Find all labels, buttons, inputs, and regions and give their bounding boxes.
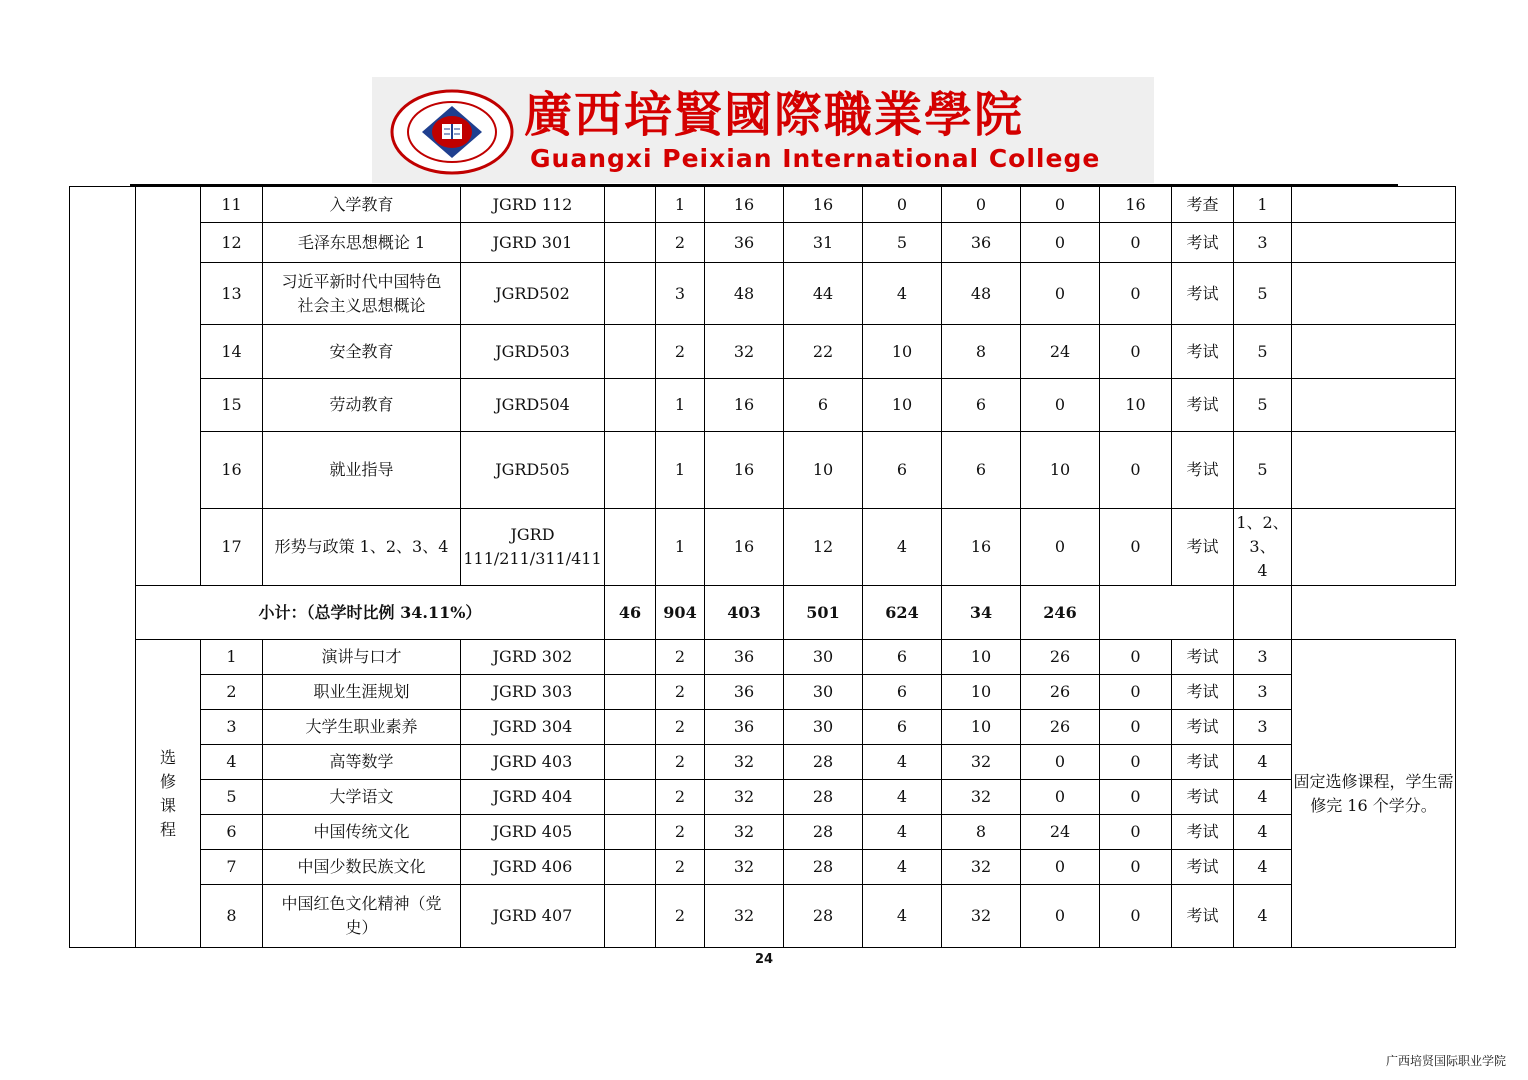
assessment-type: 考试 (1172, 710, 1234, 745)
empty-cell (605, 640, 656, 675)
practice-hours: 6 (863, 640, 942, 675)
course-name-line: 史） (345, 918, 378, 937)
course-number: 7 (201, 850, 263, 885)
practice-hours: 4 (863, 850, 942, 885)
credit-value: 2 (656, 325, 705, 379)
theory-hours: 6 (784, 379, 863, 432)
semester-line: 5 (1257, 460, 1268, 479)
assessment-type: 考试 (1172, 325, 1234, 379)
total-hours: 36 (705, 223, 784, 263)
elective-category-line: 选 (159, 747, 176, 767)
subtotal-hours-col-c: 246 (1021, 586, 1100, 640)
credit-value: 1 (656, 509, 705, 586)
total-hours: 32 (705, 745, 784, 780)
course-code (461, 850, 605, 885)
total-hours: 36 (705, 640, 784, 675)
table-row (70, 850, 1456, 885)
course-name-line: 安全教育 (329, 341, 394, 361)
subtotal-practice-hours: 501 (784, 586, 863, 640)
course-code (461, 263, 605, 325)
credit-value: 1 (656, 379, 705, 432)
empty-cell (605, 263, 656, 325)
elective-category-line: 修 (159, 771, 176, 791)
theory-hours: 22 (784, 325, 863, 379)
course-name-line: 习近平新时代中国特色 (281, 271, 442, 291)
outer-category-cell (70, 187, 136, 948)
hours-col-a: 32 (942, 885, 1021, 948)
assessment-type: 考试 (1172, 263, 1234, 325)
page-number: 24 (754, 952, 774, 967)
table-row (70, 187, 1456, 223)
credit-value: 2 (656, 223, 705, 263)
subtotal-empty (1100, 586, 1234, 640)
table-row (70, 263, 1456, 325)
footer-college-name: 广西培贤国际职业学院 (1385, 1054, 1506, 1068)
hours-col-a: 0 (942, 187, 1021, 223)
course-code-line: JGRD 303 (492, 682, 573, 701)
course-name (263, 780, 461, 815)
course-number: 11 (201, 187, 263, 223)
total-hours: 32 (705, 325, 784, 379)
course-name-line: 形势与政策 1、2、3、4 (274, 537, 449, 556)
hours-col-b: 0 (1021, 780, 1100, 815)
empty-cell (605, 223, 656, 263)
empty-cell (605, 745, 656, 780)
empty-cell (605, 815, 656, 850)
course-name-line: 大学生职业素养 (305, 717, 418, 736)
subtotal-credit: 46 (605, 586, 656, 640)
subtotal-hours-col-a: 624 (863, 586, 942, 640)
total-hours: 16 (705, 509, 784, 586)
practice-hours: 4 (863, 815, 942, 850)
table-row (70, 675, 1456, 710)
practice-hours: 10 (863, 325, 942, 379)
hours-col-c: 0 (1100, 745, 1172, 780)
total-hours: 48 (705, 263, 784, 325)
course-code-line: JGRD 406 (492, 857, 573, 876)
hours-col-b: 0 (1021, 187, 1100, 223)
course-code (461, 432, 605, 509)
table-row (70, 745, 1456, 780)
table-row (70, 379, 1456, 432)
hours-col-c: 16 (1100, 187, 1172, 223)
theory-hours: 12 (784, 509, 863, 586)
total-hours: 32 (705, 885, 784, 948)
semester (1234, 187, 1292, 223)
course-name-line: 高等数学 (329, 752, 394, 771)
hours-col-a: 6 (942, 432, 1021, 509)
total-hours: 32 (705, 850, 784, 885)
elective-note: 固定选修课程，学生需修完 16 个学分。 (1292, 640, 1456, 948)
hours-col-b: 0 (1021, 223, 1100, 263)
compulsory-category-cell (136, 187, 201, 586)
hours-col-c: 10 (1100, 379, 1172, 432)
empty-cell (605, 432, 656, 509)
hours-col-c: 0 (1100, 263, 1172, 325)
course-number: 3 (201, 710, 263, 745)
course-number: 15 (201, 379, 263, 432)
empty-cell (605, 325, 656, 379)
course-code-line: JGRD504 (495, 395, 570, 414)
hours-col-c: 0 (1100, 675, 1172, 710)
hours-col-b: 0 (1021, 379, 1100, 432)
table-row (70, 432, 1456, 509)
course-name-line: 中国传统文化 (313, 822, 410, 841)
credit-value: 1 (656, 432, 705, 509)
course-number: 17 (201, 509, 263, 586)
hours-col-b: 0 (1021, 885, 1100, 948)
course-name (263, 509, 461, 586)
course-name (263, 885, 461, 948)
course-name (263, 223, 461, 263)
course-name (263, 675, 461, 710)
practice-hours: 4 (863, 745, 942, 780)
course-number: 13 (201, 263, 263, 325)
assessment-type: 考试 (1172, 745, 1234, 780)
semester-line: 3 (1257, 647, 1268, 666)
course-code-line: JGRD 404 (492, 787, 573, 806)
credit-value: 3 (656, 263, 705, 325)
elective-category-line: 课 (159, 795, 176, 815)
remarks-cell (1292, 187, 1456, 223)
theory-hours: 44 (784, 263, 863, 325)
course-name (263, 325, 461, 379)
semester-line: 5 (1257, 395, 1268, 414)
empty-cell (605, 710, 656, 745)
subtotal-total-hours: 904 (656, 586, 705, 640)
hours-col-a: 6 (942, 379, 1021, 432)
subtotal-label: 小计：（总学时比例 34.11%） (136, 586, 605, 640)
course-code (461, 379, 605, 432)
course-name-line: 社会主义思想概论 (297, 295, 426, 315)
hours-col-b: 26 (1021, 675, 1100, 710)
semester-line: 5 (1257, 283, 1268, 303)
credit-value: 2 (656, 675, 705, 710)
assessment-type: 考试 (1172, 509, 1234, 586)
hours-col-b: 0 (1021, 745, 1100, 780)
course-number: 2 (201, 675, 263, 710)
assessment-type: 考试 (1172, 223, 1234, 263)
course-name (263, 187, 461, 223)
course-number: 1 (201, 640, 263, 675)
practice-hours: 4 (863, 885, 942, 948)
elective-category-cell (136, 640, 201, 948)
semester (1234, 263, 1292, 325)
course-code (461, 815, 605, 850)
table-row (70, 325, 1456, 379)
semester (1234, 815, 1292, 850)
hours-col-b: 26 (1021, 710, 1100, 745)
hours-col-c: 0 (1100, 509, 1172, 586)
hours-col-a: 8 (942, 815, 1021, 850)
hours-col-c: 0 (1100, 223, 1172, 263)
semester-line: 5 (1257, 341, 1268, 361)
hours-col-c: 0 (1100, 432, 1172, 509)
hours-col-c: 0 (1100, 710, 1172, 745)
course-name (263, 640, 461, 675)
course-code-line: JGRD 405 (492, 822, 573, 841)
semester (1234, 379, 1292, 432)
assessment-type: 考试 (1172, 379, 1234, 432)
theory-hours: 28 (784, 815, 863, 850)
total-hours: 32 (705, 815, 784, 850)
college-seal-logo (390, 89, 514, 175)
practice-hours: 6 (863, 675, 942, 710)
empty-cell (605, 850, 656, 885)
hours-col-a: 10 (942, 675, 1021, 710)
course-name-line: 中国红色文化精神（党 (281, 894, 442, 913)
total-hours: 36 (705, 675, 784, 710)
hours-col-b: 24 (1021, 325, 1100, 379)
theory-hours: 28 (784, 850, 863, 885)
assessment-type: 考查 (1172, 187, 1234, 223)
hours-col-c: 0 (1100, 325, 1172, 379)
theory-hours: 16 (784, 187, 863, 223)
course-name (263, 815, 461, 850)
course-code (461, 640, 605, 675)
hours-col-a: 32 (942, 745, 1021, 780)
hours-col-b: 0 (1021, 263, 1100, 325)
empty-cell (605, 509, 656, 586)
course-code (461, 509, 605, 586)
credit-value: 2 (656, 885, 705, 948)
semester-line: 1 (1257, 194, 1268, 214)
college-name-cn: 廣西培賢國際職業學院 (524, 87, 1025, 143)
hours-col-a: 16 (942, 509, 1021, 586)
course-code (461, 780, 605, 815)
semester (1234, 850, 1292, 885)
credit-value: 2 (656, 710, 705, 745)
semester-line: 1、2、3、 (1236, 513, 1289, 556)
credit-value: 2 (656, 640, 705, 675)
course-code-line: JGRD (510, 525, 555, 544)
course-code-line: JGRD502 (495, 283, 570, 303)
course-number: 8 (201, 885, 263, 948)
course-name-line: 职业生涯规划 (313, 682, 410, 701)
empty-cell (605, 780, 656, 815)
semester-line: 4 (1257, 787, 1268, 806)
remarks-cell (1292, 263, 1456, 325)
practice-hours: 10 (863, 379, 942, 432)
theory-hours: 28 (784, 745, 863, 780)
assessment-type: 考试 (1172, 780, 1234, 815)
semester (1234, 780, 1292, 815)
table-row (70, 780, 1456, 815)
practice-hours: 0 (863, 187, 942, 223)
remarks-cell (1292, 379, 1456, 432)
semester (1234, 710, 1292, 745)
course-name-line: 入学教育 (329, 194, 394, 214)
course-name-line: 中国少数民族文化 (297, 857, 426, 876)
semester (1234, 432, 1292, 509)
course-name (263, 710, 461, 745)
total-hours: 16 (705, 432, 784, 509)
assessment-type: 考试 (1172, 432, 1234, 509)
remarks-cell (1292, 509, 1456, 586)
course-name-line: 就业指导 (329, 460, 394, 479)
course-name-line: 大学语文 (329, 787, 394, 806)
course-number: 4 (201, 745, 263, 780)
hours-col-b: 0 (1021, 509, 1100, 586)
hours-col-a: 32 (942, 850, 1021, 885)
table-row (70, 509, 1456, 586)
remarks-cell (1292, 223, 1456, 263)
course-code (461, 745, 605, 780)
theory-hours: 31 (784, 223, 863, 263)
hours-col-a: 10 (942, 640, 1021, 675)
hours-col-a: 36 (942, 223, 1021, 263)
remarks-cell (1292, 325, 1456, 379)
theory-hours: 30 (784, 640, 863, 675)
course-name-line: 演讲与口才 (321, 647, 402, 666)
semester-line: 4 (1257, 822, 1268, 841)
hours-col-a: 32 (942, 780, 1021, 815)
total-hours: 16 (705, 379, 784, 432)
remarks-cell (1292, 432, 1456, 509)
hours-col-c: 0 (1100, 850, 1172, 885)
semester (1234, 885, 1292, 948)
empty-cell (605, 675, 656, 710)
hours-col-a: 8 (942, 325, 1021, 379)
course-number: 16 (201, 432, 263, 509)
course-name (263, 432, 461, 509)
practice-hours: 4 (863, 780, 942, 815)
semester-line: 3 (1257, 682, 1268, 701)
semester (1234, 745, 1292, 780)
semester-line: 3 (1257, 232, 1268, 252)
course-code (461, 187, 605, 223)
table-row (70, 885, 1456, 948)
theory-hours: 28 (784, 885, 863, 948)
course-number: 14 (201, 325, 263, 379)
course-code-line: JGRD503 (495, 341, 570, 361)
course-name (263, 263, 461, 325)
theory-hours: 10 (784, 432, 863, 509)
college-name-en: Guangxi Peixian International College (530, 144, 1101, 173)
credit-value: 1 (656, 187, 705, 223)
course-code (461, 675, 605, 710)
assessment-type: 考试 (1172, 850, 1234, 885)
course-code-line: JGRD 407 (492, 906, 573, 925)
semester-line: 3 (1257, 717, 1268, 736)
hours-col-b: 10 (1021, 432, 1100, 509)
theory-hours: 30 (784, 675, 863, 710)
credit-value: 2 (656, 815, 705, 850)
hours-col-c: 0 (1100, 640, 1172, 675)
empty-cell (605, 379, 656, 432)
practice-hours: 4 (863, 509, 942, 586)
total-hours: 16 (705, 187, 784, 223)
hours-col-a: 10 (942, 710, 1021, 745)
course-code (461, 325, 605, 379)
course-code-line: JGRD 403 (492, 752, 573, 771)
semester-line: 4 (1257, 561, 1268, 580)
assessment-type: 考试 (1172, 815, 1234, 850)
hours-col-b: 26 (1021, 640, 1100, 675)
semester-line: 4 (1257, 752, 1268, 771)
theory-hours: 30 (784, 710, 863, 745)
assessment-type: 考试 (1172, 640, 1234, 675)
course-code (461, 710, 605, 745)
hours-col-b: 24 (1021, 815, 1100, 850)
hours-col-c: 0 (1100, 780, 1172, 815)
practice-hours: 5 (863, 223, 942, 263)
subtotal-row (70, 586, 1456, 640)
practice-hours: 4 (863, 263, 942, 325)
course-number: 12 (201, 223, 263, 263)
semester (1234, 640, 1292, 675)
semester-line: 4 (1257, 857, 1268, 876)
course-name-line: 劳动教育 (329, 395, 394, 414)
empty-cell (605, 187, 656, 223)
elective-category-line: 程 (159, 819, 176, 839)
hours-col-b: 0 (1021, 850, 1100, 885)
total-hours: 32 (705, 780, 784, 815)
hours-col-a: 48 (942, 263, 1021, 325)
hours-col-c: 0 (1100, 885, 1172, 948)
practice-hours: 6 (863, 710, 942, 745)
course-code-line: JGRD505 (495, 460, 570, 479)
semester (1234, 325, 1292, 379)
semester (1234, 675, 1292, 710)
table-row (70, 815, 1456, 850)
course-code-line: JGRD 301 (492, 232, 573, 252)
course-number: 5 (201, 780, 263, 815)
total-hours: 36 (705, 710, 784, 745)
table-row (70, 710, 1456, 745)
table-row (70, 223, 1456, 263)
semester (1234, 223, 1292, 263)
subtotal-hours-col-b: 34 (942, 586, 1021, 640)
theory-hours: 28 (784, 780, 863, 815)
hours-col-c: 0 (1100, 815, 1172, 850)
course-name (263, 745, 461, 780)
course-code-line: JGRD 304 (492, 717, 573, 736)
course-code-line: 111/211/311/411 (463, 549, 602, 568)
course-schedule-table (69, 186, 1456, 948)
credit-value: 2 (656, 780, 705, 815)
course-name-line: 毛泽东思想概论 1 (297, 232, 426, 252)
course-code (461, 885, 605, 948)
course-name (263, 850, 461, 885)
practice-hours: 6 (863, 432, 942, 509)
course-code-line: JGRD 302 (492, 647, 573, 666)
credit-value: 2 (656, 850, 705, 885)
semester-line: 4 (1257, 906, 1268, 925)
course-code (461, 223, 605, 263)
subtotal-remarks (1234, 586, 1292, 640)
assessment-type: 考试 (1172, 885, 1234, 948)
course-name (263, 379, 461, 432)
assessment-type: 考试 (1172, 675, 1234, 710)
subtotal-theory-hours: 403 (705, 586, 784, 640)
course-code-line: JGRD 112 (492, 194, 573, 214)
credit-value: 2 (656, 745, 705, 780)
header-banner (372, 77, 1154, 183)
course-number: 6 (201, 815, 263, 850)
empty-cell (605, 885, 656, 948)
table-row (70, 640, 1456, 675)
semester (1234, 509, 1292, 586)
